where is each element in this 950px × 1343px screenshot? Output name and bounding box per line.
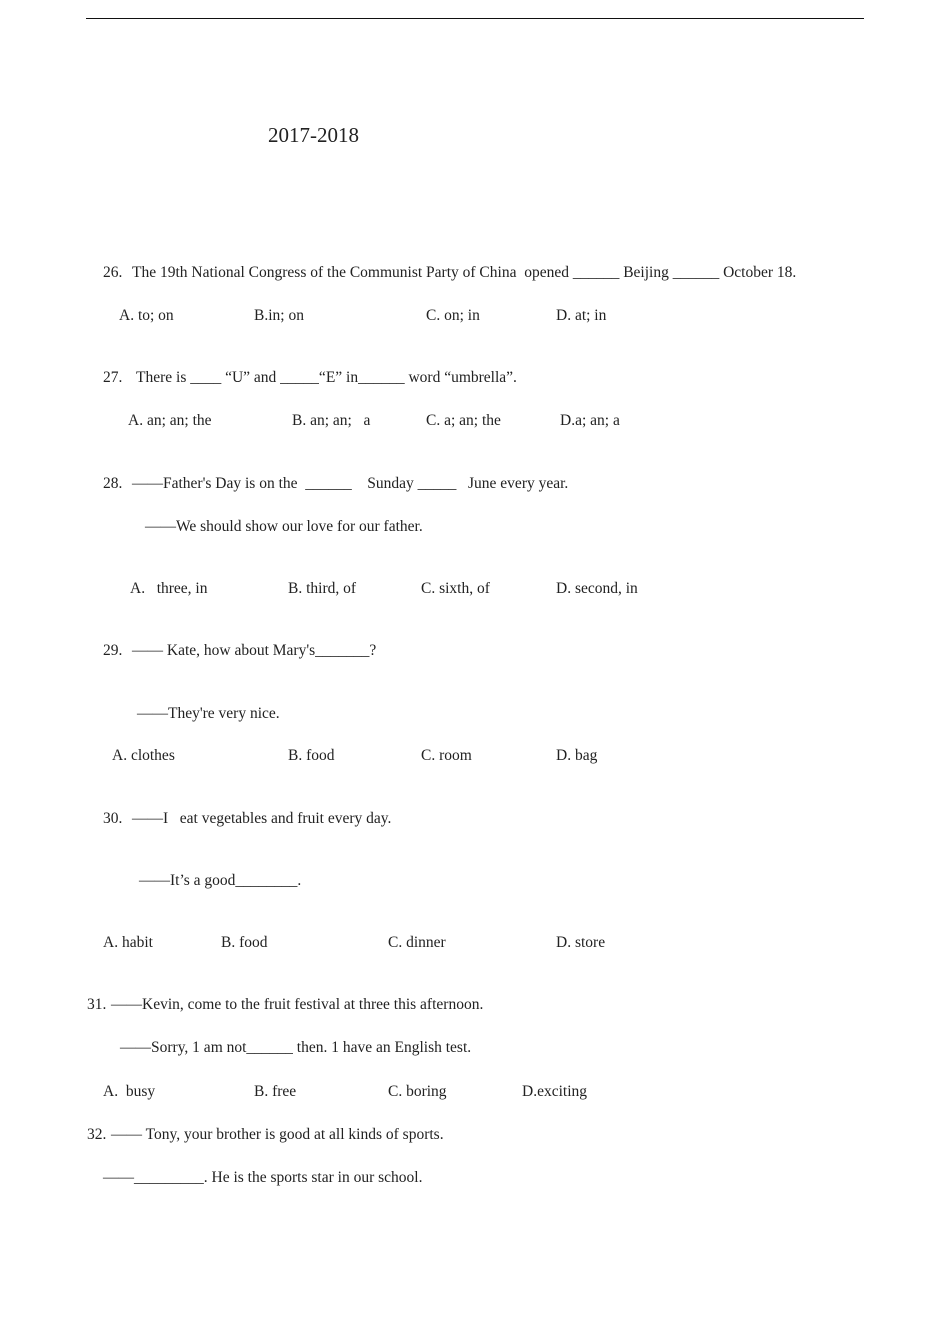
question-28-option-b: B. third, of	[288, 580, 357, 597]
question-31-option-b: B. free	[254, 1083, 297, 1100]
question-29-number: 29.	[103, 642, 123, 659]
question-28-option-a: A. three, in	[130, 580, 208, 597]
question-29-option-c: C. room	[421, 747, 472, 764]
header-rule	[86, 18, 864, 19]
question-31-option-c: C. boring	[388, 1083, 447, 1100]
question-31-stem: ——Kevin, come to the fruit festival at three this afternoon.	[111, 996, 484, 1013]
question-27-option-d: D.a; an; a	[560, 412, 620, 429]
question-28-option-c: C. sixth, of	[421, 580, 490, 597]
question-29-option-d: D. bag	[556, 747, 598, 764]
question-31-number: 31.	[87, 996, 107, 1013]
question-28-option-d: D. second, in	[556, 580, 638, 597]
question-28-number: 28.	[103, 475, 123, 492]
question-30-option-d: D. store	[556, 934, 606, 951]
question-29-stem: —— Kate, how about Mary's_______?	[132, 642, 377, 659]
question-26-option-c: C. on; in	[426, 307, 480, 324]
question-27-number: 27.	[103, 369, 123, 386]
question-27-stem: There is ____ “U” and _____“E” in______ word “umbrella”.	[136, 369, 517, 386]
question-30-option-a: A. habit	[103, 934, 153, 951]
question-32-number: 32.	[87, 1126, 107, 1143]
question-26-option-b: B.in; on	[254, 307, 304, 324]
question-30-option-b: B. food	[221, 934, 268, 951]
question-29-option-b: B. food	[288, 747, 335, 764]
question-26-option-a: A. to; on	[119, 307, 174, 324]
question-27-option-b: B. an; an; a	[292, 412, 371, 429]
question-26-option-d: D. at; in	[556, 307, 607, 324]
question-28-response: ——We should show our love for our father.	[145, 518, 423, 535]
question-29-response: ——They're very nice.	[137, 705, 280, 722]
question-26-stem: The 19th National Congress of the Communist Party of China opened ______ Beijing ______ October 18.	[132, 264, 797, 281]
question-27-option-a: A. an; an; the	[128, 412, 212, 429]
question-28-stem: ——Father's Day is on the ______ Sunday _____ June every year.	[132, 475, 569, 492]
question-32-stem: —— Tony, your brother is good at all kinds of sports.	[111, 1126, 444, 1143]
question-31-option-a: A. busy	[103, 1083, 156, 1100]
question-31-response: ——Sorry, 1 am not______ then. 1 have an English test.	[120, 1039, 472, 1056]
question-32-response: ——_________. He is the sports star in our school.	[103, 1169, 423, 1186]
question-29-option-a: A. clothes	[112, 747, 175, 764]
page-title: 2017-2018	[268, 123, 359, 147]
question-30-option-c: C. dinner	[388, 934, 446, 951]
question-30-response: ——It’s a good________.	[139, 872, 302, 889]
question-26-number: 26.	[103, 264, 123, 281]
question-27-option-c: C. a; an; the	[426, 412, 501, 429]
question-31-option-d: D.exciting	[522, 1083, 587, 1100]
question-30-number: 30.	[103, 810, 123, 827]
question-30-stem: ——I eat vegetables and fruit every day.	[132, 810, 392, 827]
